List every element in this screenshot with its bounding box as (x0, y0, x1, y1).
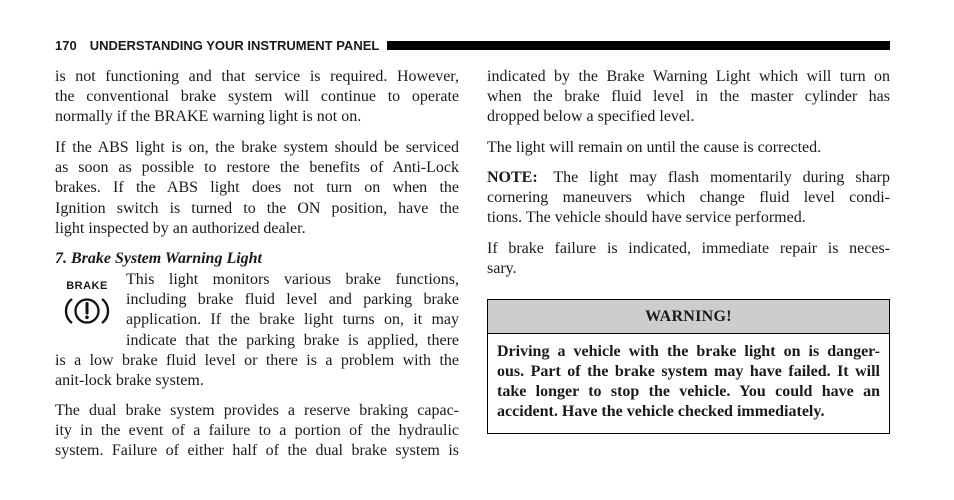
page-number: 170 (55, 38, 77, 53)
text-line: The light will remain on until the cause is corrected. (487, 139, 822, 156)
text-line: indicated by the Brake Warning Light which will turn on (487, 68, 890, 85)
warning-title: WARNING! (488, 300, 889, 334)
text-line: sary. (487, 260, 517, 278)
text-line: light inspected by an authorized dealer. (55, 219, 306, 237)
text-line: dropped below a specified level. (487, 108, 695, 126)
paragraph-fluid-level (487, 67, 890, 128)
text-line: when the brake fluid level in the master cylinder has (487, 88, 890, 106)
note-text: The light may flash momentarily during sharp (553, 169, 890, 186)
text-line: is a low brake fluid level or there is a problem with the (55, 351, 459, 369)
text-line: as soon as possible to restore the benefits of Anti-Lock (55, 159, 459, 177)
paragraph-dual-brake-system (55, 401, 459, 462)
text-line: The dual brake system provides a reserve braking capac- (55, 402, 459, 419)
text-line (487, 168, 890, 188)
text-line: If the ABS light is on, the brake system should be serviced (55, 139, 459, 156)
text-line: brakes. If the ABS light does not turn on when the (55, 179, 459, 197)
paragraph-brake-light-description (55, 270, 459, 391)
text-line: anit-lock brake system. (55, 371, 204, 389)
paragraph-brake-service (55, 67, 459, 128)
text-line: application. If the brake light turns on, it may (126, 311, 459, 329)
brake-icon-label: BRAKE (66, 280, 108, 292)
note-paragraph (487, 168, 890, 229)
header-rule (387, 41, 890, 50)
text-line: accident. Have the vehicle checked immediately. (497, 403, 825, 420)
text-line: tions. The vehicle should have service performed. (487, 209, 806, 227)
section-title: UNDERSTANDING YOUR INSTRUMENT PANEL (89, 38, 380, 53)
text-line: If brake failure is indicated, immediate repair is neces- (487, 240, 890, 257)
running-header (55, 38, 890, 53)
text-line: Ignition switch is turned to the ON position, have the (55, 199, 459, 217)
section-heading: 7. Brake System Warning Light (55, 250, 262, 267)
text-line: This light monitors various brake functions, (126, 271, 459, 288)
text-line: system. Failure of either half of the dual brake system is (55, 442, 459, 460)
text-line: ity in the event of a failure to a portion of the hydraulic (55, 422, 459, 440)
text-line: is not functioning and that service is required. However, (55, 68, 459, 85)
note-label: NOTE: (487, 169, 538, 186)
paragraph-abs-light (55, 138, 459, 239)
text-line: take longer to stop the vehicle. You could have an (497, 383, 880, 400)
text-line: indicate that the parking brake is applied, there (126, 331, 459, 349)
paragraph-brake-failure (487, 239, 890, 279)
warning-box (487, 299, 890, 434)
text-line: normally if the BRAKE warning light is not on. (55, 108, 362, 126)
paragraph-light-remains-on (487, 138, 890, 158)
text-line: ous. Part of the brake system may have failed. It will (497, 363, 880, 380)
text-line: the conventional brake system will continue to operate (55, 88, 459, 106)
warning-text (488, 334, 889, 422)
text-line: including brake fluid level and parking brake (126, 291, 459, 309)
text-line: cornering maneuvers which change fluid level condi- (487, 189, 890, 207)
text-line: Driving a vehicle with the brake light on is danger- (497, 343, 880, 360)
